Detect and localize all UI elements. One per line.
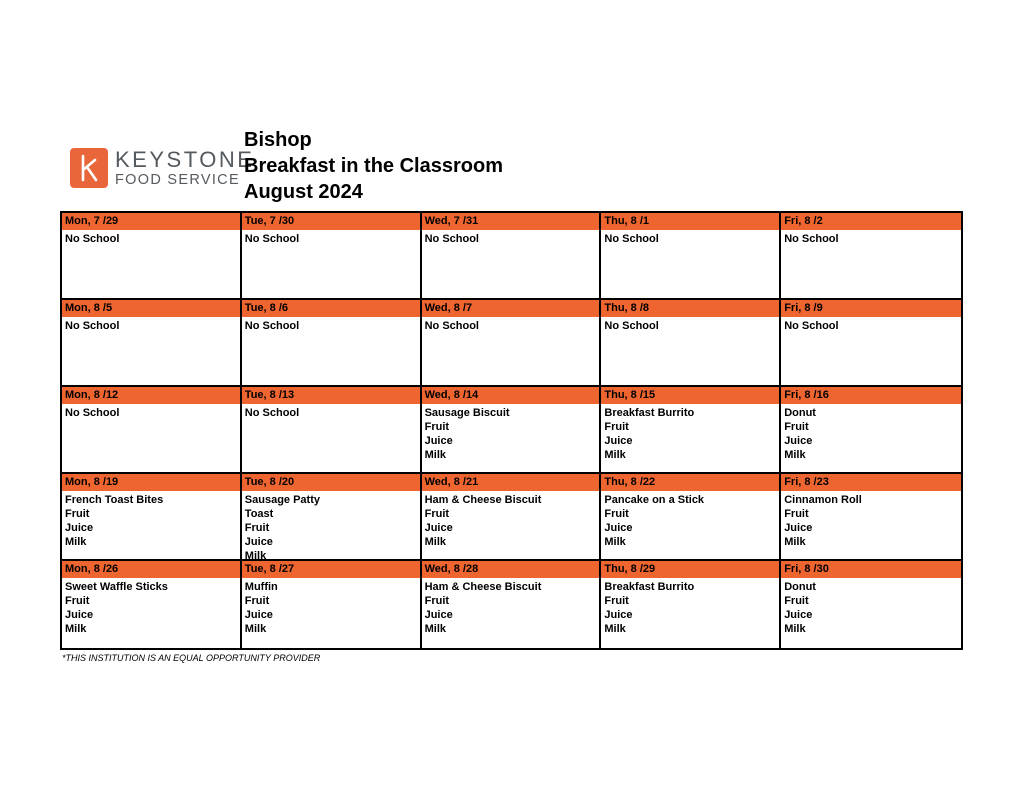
day-cell	[422, 213, 602, 300]
day-cell	[601, 387, 781, 474]
menu-item: Fruit	[604, 508, 629, 520]
equal-opportunity-note: *THIS INSTITUTION IS AN EQUAL OPPORTUNITY PROVIDER	[62, 653, 321, 663]
day-cell	[62, 474, 242, 561]
menu-item: Fruit	[784, 421, 809, 433]
menu-item: No School	[244, 407, 300, 419]
menu-item: Ham & Cheese Biscuit	[424, 494, 542, 506]
menu-item: Milk	[784, 623, 806, 635]
menu-item: Milk	[424, 623, 446, 635]
menu-item: Juice	[784, 522, 813, 534]
menu-item: Milk	[784, 449, 806, 461]
day-cell	[781, 474, 961, 561]
day-date-header: Tue, 7 /30	[242, 213, 420, 230]
day-menu-items	[422, 578, 600, 636]
day-cell	[242, 300, 422, 387]
menu-calendar	[60, 211, 963, 650]
menu-item: Sweet Waffle Sticks	[65, 581, 168, 593]
day-date-header: Tue, 8 /20	[242, 474, 420, 491]
menu-item: No School	[244, 320, 300, 332]
menu-item: Milk	[604, 449, 626, 461]
menu-item: Donut	[784, 581, 816, 593]
day-menu-items	[242, 404, 420, 420]
menu-item: Juice	[604, 609, 633, 621]
day-cell	[242, 474, 422, 561]
day-date-header: Tue, 8 /6	[242, 300, 420, 317]
day-date-header: Fri, 8 /9	[781, 300, 961, 317]
menu-item: Milk	[604, 623, 626, 635]
day-cell	[781, 387, 961, 474]
day-menu-items	[781, 230, 961, 246]
menu-item: Ham & Cheese Biscuit	[424, 581, 542, 593]
day-menu-items	[62, 317, 240, 333]
menu-item: Fruit	[424, 508, 450, 520]
logo-text	[115, 146, 255, 188]
day-date-header: Mon, 7 /29	[62, 213, 240, 230]
day-menu-items	[242, 491, 420, 561]
menu-item: No School	[424, 320, 479, 332]
menu-item: Juice	[604, 435, 633, 447]
menu-item: Toast	[244, 508, 274, 520]
menu-item: Milk	[424, 449, 446, 461]
day-date-header: Mon, 8 /5	[62, 300, 240, 317]
menu-item: Juice	[244, 536, 273, 548]
day-date-header: Thu, 8 /1	[601, 213, 779, 230]
menu-item: Juice	[424, 522, 453, 534]
day-date-header: Thu, 8 /22	[601, 474, 779, 491]
menu-item: Juice	[424, 435, 453, 447]
day-menu-items	[242, 230, 420, 246]
day-cell	[601, 474, 781, 561]
menu-item: Milk	[65, 536, 87, 548]
day-cell	[601, 561, 781, 648]
menu-item: No School	[604, 233, 659, 245]
day-date-header: Wed, 8 /7	[422, 300, 600, 317]
day-date-header: Fri, 8 /23	[781, 474, 961, 491]
day-cell	[62, 213, 242, 300]
day-menu-items	[62, 230, 240, 246]
day-menu-items	[601, 317, 779, 333]
day-date-header: Thu, 8 /8	[601, 300, 779, 317]
day-menu-items	[422, 317, 600, 333]
day-cell	[601, 213, 781, 300]
menu-item: Fruit	[424, 595, 450, 607]
menu-item: Sausage Patty	[244, 494, 320, 506]
day-cell	[242, 213, 422, 300]
day-date-header: Mon, 8 /12	[62, 387, 240, 404]
program-name: Breakfast in the Classroom	[244, 155, 503, 177]
day-menu-items	[601, 491, 779, 549]
menu-item: French Toast Bites	[65, 494, 164, 506]
menu-item: Juice	[244, 609, 273, 621]
menu-item: Fruit	[604, 421, 629, 433]
day-date-header: Fri, 8 /16	[781, 387, 961, 404]
day-cell	[62, 561, 242, 648]
day-cell	[422, 387, 602, 474]
menu-item: No School	[65, 320, 120, 332]
menu-item: Fruit	[784, 508, 809, 520]
menu-item: No School	[424, 233, 479, 245]
menu-item: Breakfast Burrito	[604, 407, 695, 419]
menu-item: Juice	[784, 435, 813, 447]
school-name: Bishop	[244, 129, 312, 151]
menu-item: Milk	[244, 550, 267, 561]
day-menu-items	[601, 404, 779, 462]
day-cell	[242, 561, 422, 648]
day-cell	[422, 300, 602, 387]
day-cell	[422, 474, 602, 561]
day-menu-items	[62, 491, 240, 549]
menu-item: Fruit	[65, 508, 90, 520]
menu-item: No School	[244, 233, 300, 245]
day-cell	[781, 300, 961, 387]
menu-title-block	[244, 127, 503, 205]
logo-name: KEYSTONE	[115, 146, 255, 172]
menu-item: Juice	[65, 609, 94, 621]
day-cell	[242, 387, 422, 474]
day-date-header: Tue, 8 /13	[242, 387, 420, 404]
company-logo	[70, 148, 254, 188]
menu-item: Juice	[424, 609, 453, 621]
menu-item: Donut	[784, 407, 816, 419]
menu-item: Fruit	[604, 595, 629, 607]
day-cell	[62, 300, 242, 387]
day-menu-items	[601, 230, 779, 246]
day-menu-items	[781, 404, 961, 462]
menu-item: Juice	[604, 522, 633, 534]
menu-item: Sausage Biscuit	[424, 407, 510, 419]
menu-item: No School	[784, 233, 839, 245]
day-menu-items	[422, 404, 600, 462]
day-cell	[601, 300, 781, 387]
day-date-header: Fri, 8 /30	[781, 561, 961, 578]
day-menu-items	[601, 578, 779, 636]
menu-item: Milk	[784, 536, 806, 548]
day-menu-items	[422, 230, 600, 246]
day-cell	[781, 213, 961, 300]
day-cell	[62, 387, 242, 474]
menu-item: Juice	[65, 522, 94, 534]
menu-item: No School	[65, 233, 120, 245]
day-menu-items	[62, 404, 240, 420]
menu-item: Fruit	[424, 421, 450, 433]
menu-item: Breakfast Burrito	[604, 581, 695, 593]
menu-item: Milk	[604, 536, 626, 548]
menu-item: Pancake on a Stick	[604, 494, 705, 506]
menu-item: Juice	[784, 609, 813, 621]
day-date-header: Wed, 7 /31	[422, 213, 600, 230]
day-menu-items	[781, 578, 961, 636]
day-menu-items	[781, 491, 961, 549]
menu-item: No School	[65, 407, 120, 419]
logo-subtitle: FOOD SERVICE	[115, 171, 240, 188]
menu-item: Fruit	[244, 522, 270, 534]
day-menu-items	[242, 317, 420, 333]
menu-item: Fruit	[65, 595, 90, 607]
day-date-header: Thu, 8 /29	[601, 561, 779, 578]
day-menu-items	[781, 317, 961, 333]
menu-item: No School	[784, 320, 839, 332]
menu-item: Muffin	[244, 581, 278, 593]
menu-month: August 2024	[244, 181, 363, 203]
day-date-header: Wed, 8 /28	[422, 561, 600, 578]
menu-item: Milk	[65, 623, 87, 635]
day-cell	[781, 561, 961, 648]
menu-item: Fruit	[784, 595, 809, 607]
menu-item: Cinnamon Roll	[784, 494, 862, 506]
day-date-header: Wed, 8 /21	[422, 474, 600, 491]
day-date-header: Mon, 8 /19	[62, 474, 240, 491]
day-date-header: Thu, 8 /15	[601, 387, 779, 404]
day-date-header: Fri, 8 /2	[781, 213, 961, 230]
day-cell	[422, 561, 602, 648]
day-menu-items	[242, 578, 420, 636]
day-date-header: Tue, 8 /27	[242, 561, 420, 578]
day-menu-items	[62, 578, 240, 636]
menu-item: No School	[604, 320, 659, 332]
day-date-header: Mon, 8 /26	[62, 561, 240, 578]
menu-item: Milk	[424, 536, 446, 548]
menu-item: Fruit	[244, 595, 270, 607]
k-letter-icon	[70, 148, 108, 188]
menu-item: Milk	[244, 623, 267, 635]
day-date-header: Wed, 8 /14	[422, 387, 600, 404]
day-menu-items	[422, 491, 600, 549]
